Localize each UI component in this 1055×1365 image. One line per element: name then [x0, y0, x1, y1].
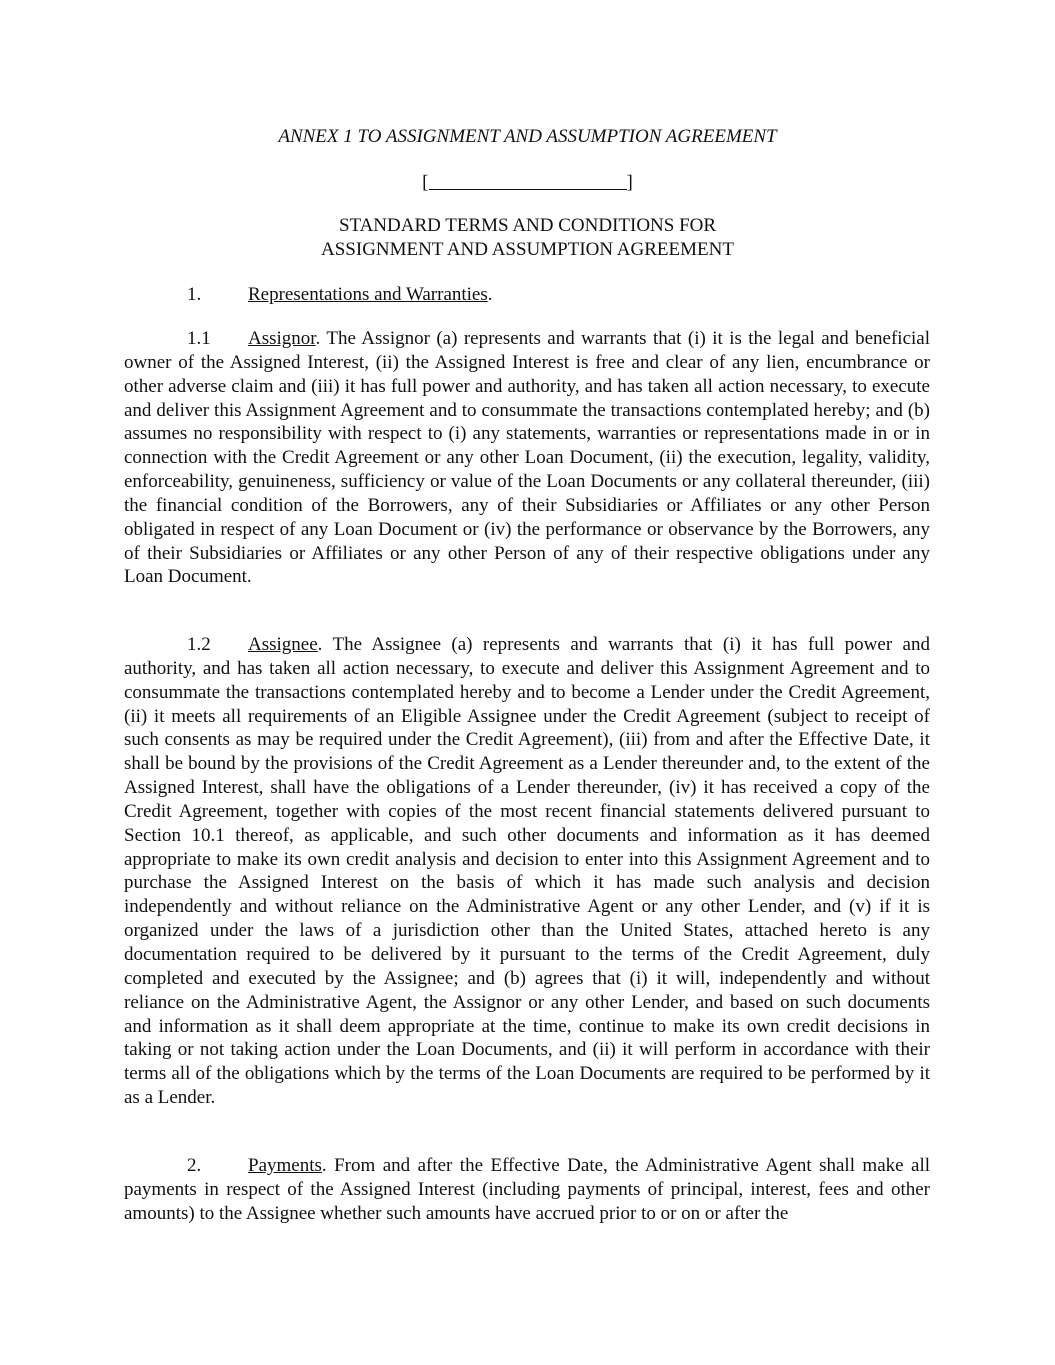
annex-title: ANNEX 1 TO ASSIGNMENT AND ASSUMPTION AGREEMENT — [278, 126, 777, 147]
section-number: 1.1 — [187, 328, 211, 349]
section-1-1-paragraph — [124, 327, 930, 589]
page-title — [0, 214, 1055, 262]
section-number: 2. — [187, 1155, 202, 1176]
section-body-text: . The Assignor (a) represents and warrants that (i) it is the legal and beneficial owner of the Assigned Interest, (ii) the Assigned Interest is free and clear of any lien, encumbrance or other adverse claim and (iii) it has full power and authority, and has taken all action necessary, to execute and deliver this Assignment Agreement and to consummate the transactions contemplated hereby; and (b) assumes no responsibility with respect to (i) any statements, warranties or representations made in or in connection with the Credit Agreement or any other Loan Document, (ii) the execution, legality, validity, enforceability, genuineness, sufficiency or value of the Loan Documents or any collateral thereunder, (iii) the financial condition of the Borrowers, any of their Subsidiaries or Affiliates or any other Person obligated in respect of any Loan Document or (iv) the performance or observance by the Borrowers, any of their Subsidiaries or Affiliates or any other Person of any of their respective obligations under any Loan Document. — [124, 328, 930, 588]
section-1-2-paragraph — [124, 633, 930, 1110]
section-heading-text: Representations and Warranties — [248, 284, 488, 305]
section-2-paragraph — [124, 1154, 930, 1226]
bracket-close: ] — [626, 172, 633, 193]
blank-date-field — [0, 171, 1055, 195]
section-1-heading — [187, 283, 493, 307]
section-heading-text: Assignor — [248, 328, 316, 349]
section-number: 1. — [187, 284, 202, 305]
section-heading-text: Assignee — [248, 634, 318, 655]
blank-line — [429, 171, 627, 190]
title-line-1: STANDARD TERMS AND CONDITIONS FOR — [338, 215, 717, 236]
title-line-2: ASSIGNMENT AND ASSUMPTION AGREEMENT — [321, 239, 734, 260]
section-number: 1.2 — [187, 634, 211, 655]
section-body-text: . From and after the Effective Date, the Administrative Agent shall make all payments in respect of the Assigned Interest (including payments of principal, interest, fees and other amounts) to the Assignee whether such amounts have accrued prior to or on or after the — [124, 1155, 930, 1224]
section-heading-suffix: . — [487, 284, 493, 305]
section-heading-text: Payments — [248, 1155, 322, 1176]
section-body-text: . The Assignee (a) represents and warrants that (i) it has full power and authority, and has taken all action necessary, to execute and deliver this Assignment Agreement and to consummate the transactions contemplated hereby and to become a Lender under the Credit Agreement, (ii) it meets all requirements of an Eligible Assignee under the Credit Agreement (subject to receipt of such consents as may be required under the Credit Agreement), (iii) from and after the Effective Date, it shall be bound by the provisions of the Credit Agreement as a Lender thereunder and, to the extent of the Assigned Interest, shall have the obligations of a Lender thereunder, (iv) it has received a copy of the Credit Agreement, together with copies of the most recent financial statements delivered pursuant to Section 10.1 thereof, as applicable, and such other documents and information as it has deemed appropriate to make its own credit analysis and decision to enter into this Assignment Agreement and to purchase the Assigned Interest on the basis of which it has made such analysis and decision independently and without reliance on the Administrative Agent or any other Lender, and (v) if it is organized under the laws of a jurisdiction other than the United States, attached hereto is any documentation required to be delivered by it pursuant to the terms of the Credit Agreement, duly completed and executed by the Assignee; and (b) agrees that (i) it will, independently and without reliance on the Administrative Agent, the Assignor or any other Lender, and based on such documents and information as it shall deem appropriate at the time, continue to make its own credit decisions in taking or not taking action under the Loan Documents, and (ii) it will perform in accordance with their terms all of the obligations which by the terms of the Loan Documents are required to be performed by it as a Lender. — [124, 634, 930, 1109]
bracket-open: [ — [422, 172, 429, 193]
